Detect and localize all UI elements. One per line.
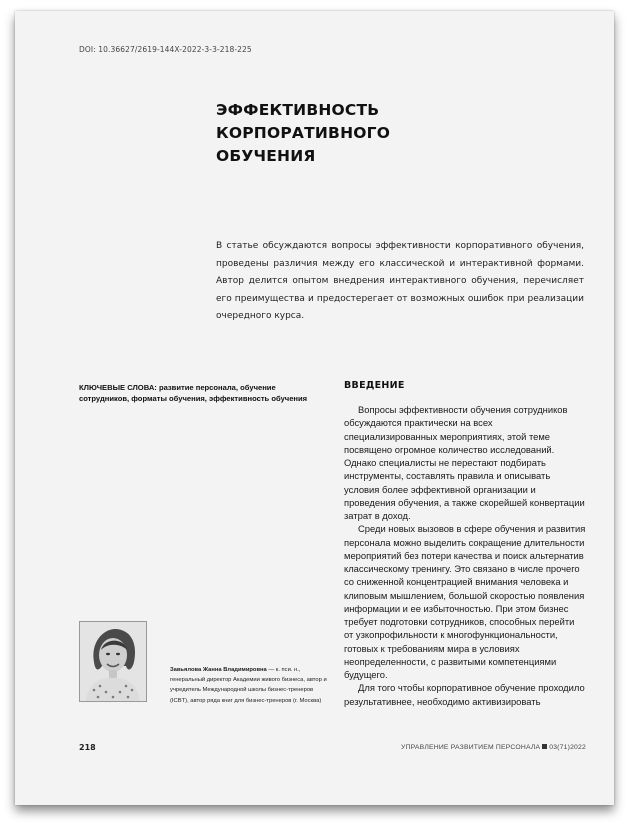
journal-issue: 03(71)2022	[549, 744, 586, 751]
author-photo	[79, 621, 147, 702]
square-separator-icon	[542, 744, 547, 749]
author-info	[170, 665, 327, 706]
article-title	[216, 99, 556, 168]
author-name: Завьялова Жанна Владимировна	[170, 667, 267, 673]
article-title-line-1: ЭФФЕКТИВНОСТЬ КОРПОРАТИВНОГО	[216, 101, 391, 142]
keywords: КЛЮЧЕВЫЕ СЛОВА: развитие персонала, обучение сотрудников, форматы обучения, эффективность обучения	[79, 383, 308, 403]
paragraph: Среди новых вызовов в сфере обучения и развития персонала можно выделить сокращение длительности мероприятий без потери качества и поиск альтернатив классическому тренингу. Это связано в числе прочего со сниженной концентрацией внимания человека и клиповым мышлением, большой скоростью появления информации и ее избыточностью. При этом бизнес требует подготовки сотрудников, способных перейти от узкопрофильности к многофункциональности, готовых к требованиям мира в условиях неопределенности, с развитыми компетенциями будущего.	[344, 523, 586, 680]
author-portrait-image	[80, 622, 146, 701]
journal-footer	[401, 744, 586, 751]
body-text	[344, 403, 586, 708]
article-title-line-2: ОБУЧЕНИЯ	[216, 147, 316, 165]
article-abstract: В статье обсуждаются вопросы эффективности корпоративного обучения, проведены различия между его классической и интерактивной формами. Автор делится опытом внедрения интерактивного обучения, перечисляет его преимущества и предостерегает от возможных ошибок при реализации очередного курса.	[216, 241, 584, 322]
doi-text: DOI: 10.36627/2619-144X-2022-3-3-218-225	[79, 45, 252, 54]
page-number: 218	[79, 743, 96, 752]
journal-page	[15, 11, 614, 805]
author-bio: — к. пси. н., генеральный директор Академии живого бизнеса, автор и учредитель Международной школы бизнес-тренеров (ICBT), автор ряда книг для бизнес-тренеров (г. Москва)	[170, 667, 327, 704]
paragraph: Вопросы эффективности обучения сотрудников обсуждаются практически на всех специализированных мероприятиях, этой теме посвящено огромное количество исследований. Однако специалисты не перестают подбирать инструменты, составлять правила и описывать условия более эффективной организации и проведения обучения, а также скорейшей конвертации затрат в доход.	[344, 404, 585, 521]
section-title: ВВЕДЕНИЕ	[344, 380, 405, 391]
paragraph: Для того чтобы корпоративное обучение проходило результативнее, необходимо активизировать	[344, 682, 585, 707]
journal-name: УПРАВЛЕНИЕ РАЗВИТИЕМ ПЕРСОНАЛА	[401, 744, 541, 751]
